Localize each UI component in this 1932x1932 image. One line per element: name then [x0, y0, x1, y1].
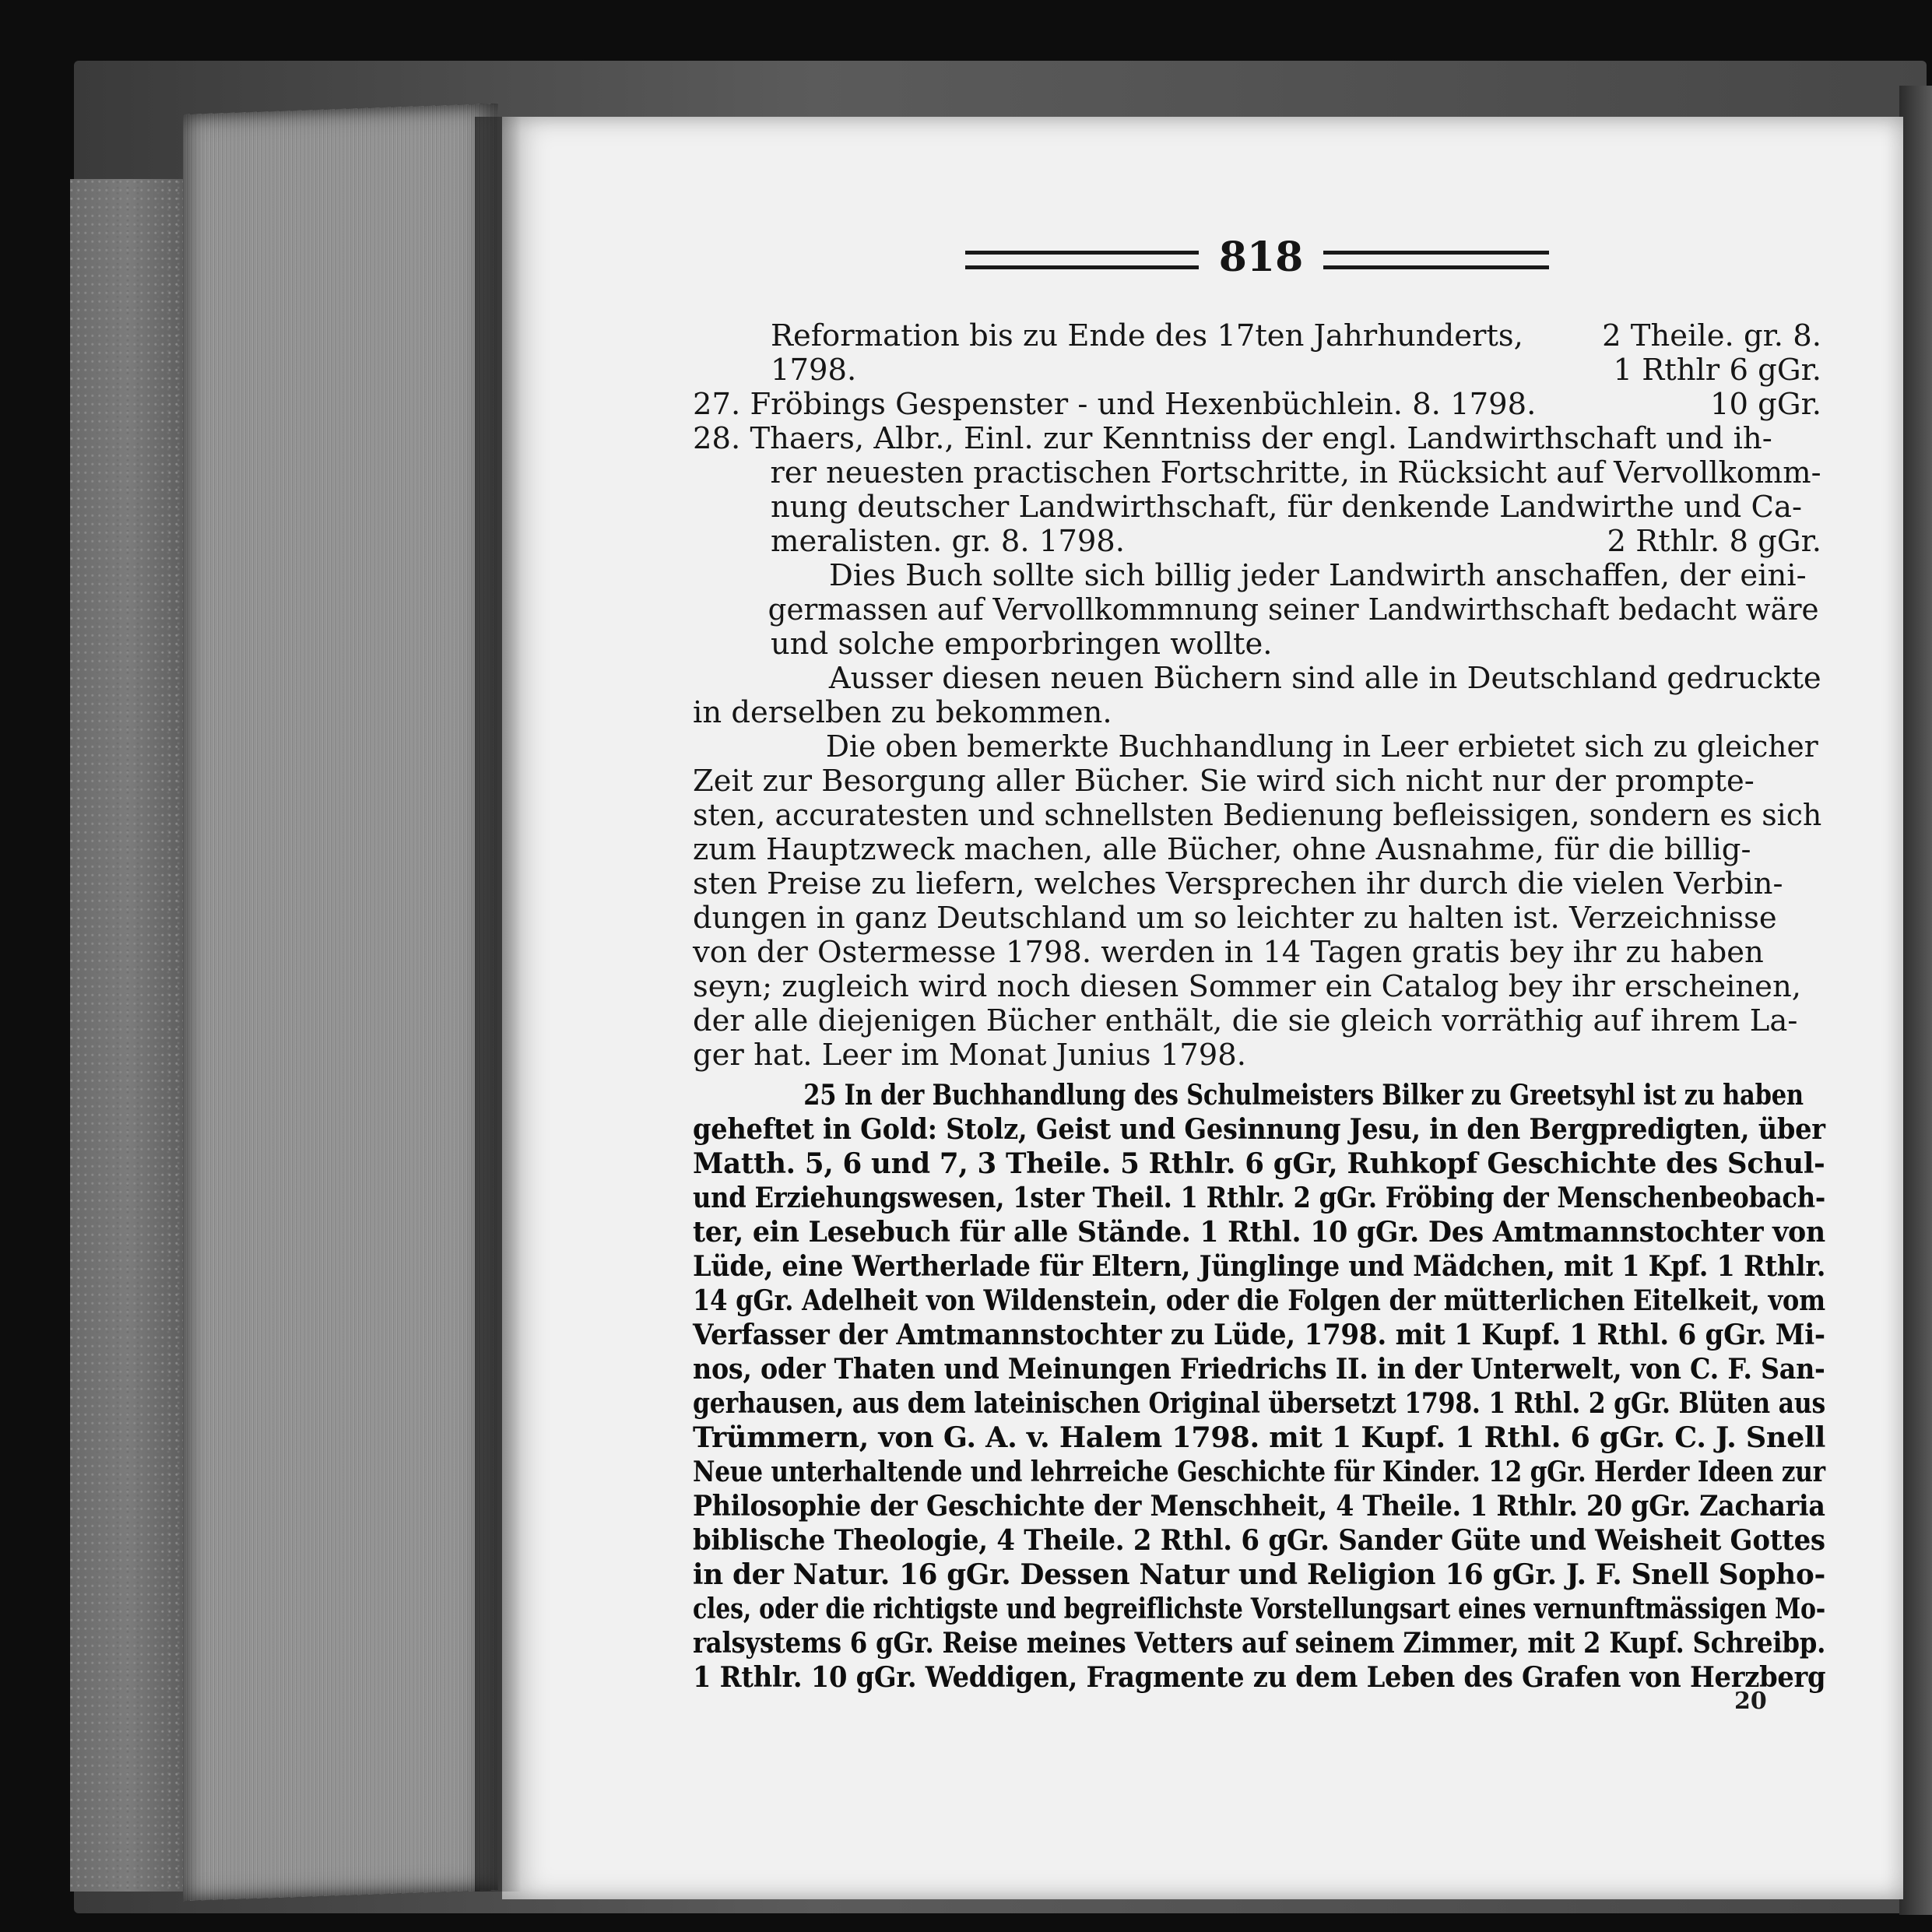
- text-line: [693, 1038, 1821, 1073]
- line-price: 2 Rthlr. 8 gGr.: [1607, 524, 1821, 559]
- page-block-edges: [183, 104, 498, 1901]
- text-line: [693, 1004, 1821, 1038]
- fraktur-line: ter, ein Lesebuch für alle Stände. 1 Rthl. 10 gGr. Des Amtmannstochter von: [693, 1215, 1825, 1249]
- page-number: 818: [1218, 234, 1304, 281]
- fraktur-line: Philosophie der Geschichte der Menschheit, 4 Theile. 1 Rthlr. 20 gGr. Zacharia: [693, 1489, 1825, 1523]
- line-text: von der Ostermesse 1798. werden in 14 Tagen gratis bey ihr zu haben: [693, 935, 1764, 970]
- text-line: [693, 353, 1821, 388]
- line-text: ger hat. Leer im Monat Junius 1798.: [693, 1038, 1247, 1073]
- fraktur-line: Neue unterhaltende und lehrreiche Geschichte für Kinder. 12 gGr. Herder Ideen zur: [693, 1455, 1825, 1488]
- fraktur-line: 14 gGr. Adelheit von Wildenstein, oder die Folgen der mütterlichen Eitelkeit, vom: [693, 1284, 1825, 1317]
- line-text: der alle diejenigen Bücher enthält, die sie gleich vorräthig auf ihrem La-: [693, 1003, 1798, 1038]
- fraktur-line: Matth. 5, 6 und 7, 3 Theile. 5 Rthlr. 6 gGr, Ruhkopf Geschichte des Schul-: [693, 1147, 1825, 1180]
- line-text: 1798.: [771, 353, 857, 388]
- line-text: meralisten. gr. 8. 1798.: [771, 524, 1126, 559]
- line-price: 10 gGr.: [1709, 387, 1821, 422]
- text-line: [693, 729, 1818, 764]
- line-text: Die oben bemerkte Buchhandlung in Leer erbietet sich zu gleicher: [825, 729, 1818, 764]
- fraktur-line: Verfasser der Amtmannstochter zu Lüde, 1798. mit 1 Kupf. 1 Rthl. 6 gGr. Mi-: [693, 1318, 1825, 1351]
- fraktur-line: ralsystems 6 gGr. Reise meines Vetters auf seinem Zimmer, mit 2 Kupf. Schreibp.: [693, 1626, 1826, 1660]
- text-line: [693, 319, 1821, 353]
- line-price: 2 Theile. gr. 8.: [1602, 318, 1821, 353]
- text-line: [693, 901, 1821, 936]
- line-text: rer neuesten practischen Fortschritte, in Rücksicht auf Vervollkomm-: [770, 455, 1821, 490]
- line-text: Dies Buch sollte sich billig jeder Landwirth anschaffen, der eini-: [829, 558, 1807, 593]
- text-line: [693, 490, 1821, 525]
- line-text: 27. Fröbings Gespenster - und Hexenbüchlein. 8. 1798.: [693, 387, 1537, 422]
- line-text: sten, accuratesten und schnellsten Bedienung befleissigen, sondern es sich: [693, 798, 1822, 833]
- fraktur-line: cles, oder die richtigste und begreiflichste Vorstellungsart eines vernunftmässigen Mo-: [693, 1592, 1825, 1625]
- fraktur-line: Trümmern, von G. A. v. Halem 1798. mit 1 Kupf. 1 Rthl. 6 gGr. C. J. Snell: [693, 1421, 1826, 1454]
- text-line: [693, 525, 1821, 559]
- fraktur-advertisement: [693, 1078, 1825, 1695]
- text-line: [693, 764, 1821, 799]
- line-text: Reformation bis zu Ende des 17ten Jahrhunderts,: [771, 318, 1523, 353]
- text-line: [693, 388, 1821, 422]
- fraktur-line: geheftet in Gold: Stolz, Geist und Gesinnung Jesu, in den Bergpredigten, über: [693, 1112, 1825, 1146]
- line-text: Ausser diesen neuen Büchern sind alle in Deutschland gedruckte: [828, 661, 1821, 696]
- header-rule-right: [1323, 251, 1549, 269]
- line-text: seyn; zugleich wird noch diesen Sommer ein Catalog bey ihr erscheinen,: [693, 969, 1801, 1004]
- text-line: [693, 627, 1821, 662]
- text-line: [693, 662, 1821, 696]
- fraktur-line: nos, oder Thaten und Meinungen Friedrichs II. in der Unterwelt, von C. F. San-: [693, 1352, 1825, 1386]
- text-line: [693, 592, 1819, 627]
- text-line: [693, 833, 1821, 867]
- line-text: 28. Thaers, Albr., Einl. zur Kenntniss der engl. Landwirthschaft und ih-: [693, 421, 1772, 456]
- text-line: [693, 936, 1821, 970]
- fraktur-line: gerhausen, aus dem lateinischen Original übersetzt 1798. 1 Rthl. 2 gGr. Blüten aus: [693, 1386, 1825, 1420]
- text-line: [693, 798, 1822, 833]
- line-price: 1 Rthlr 6 gGr.: [1613, 353, 1821, 388]
- spine-shadow: [475, 117, 522, 1892]
- line-text: sten Preise zu liefern, welches Versprechen ihr durch die vielen Verbin-: [693, 866, 1783, 901]
- text-line: [693, 696, 1821, 730]
- text-line: [693, 970, 1821, 1004]
- fraktur-line: 1 Rthlr. 10 gGr. Weddigen, Fragmente zu dem Leben des Grafen von Herzberg: [693, 1660, 1826, 1694]
- header-rule-left: [965, 251, 1199, 269]
- text-line: [693, 559, 1821, 593]
- line-text: dungen in ganz Deutschland um so leichter zu halten ist. Verzeichnisse: [693, 901, 1777, 936]
- roman-text-block: [693, 319, 1821, 1073]
- line-text: nung deutscher Landwirthschaft, für denkende Landwirthe und Ca-: [771, 490, 1802, 525]
- text-line: [693, 867, 1821, 901]
- line-text: und solche emporbringen wollte.: [771, 627, 1273, 662]
- line-text: in derselben zu bekommen.: [693, 695, 1112, 730]
- line-text: Zeit zur Besorgung aller Bücher. Sie wird sich nicht nur der prompte-: [693, 764, 1755, 799]
- line-text: zum Hauptzweck machen, alle Bücher, ohne Ausnahme, für die billig-: [693, 832, 1751, 867]
- cover-board-edge: [70, 179, 187, 1892]
- text-line: [693, 422, 1821, 456]
- fraktur-line: und Erziehungswesen, 1ster Theil. 1 Rthlr. 2 gGr. Fröbing der Menschenbeobach-: [693, 1181, 1826, 1214]
- fraktur-line: biblische Theologie, 4 Theile. 2 Rthl. 6 gGr. Sander Güte und Weisheit Gottes: [693, 1523, 1825, 1557]
- fraktur-line: Lüde, eine Wertherlade für Eltern, Jünglinge und Mädchen, mit 1 Kpf. 1 Rthlr.: [693, 1249, 1826, 1283]
- fraktur-line: in der Natur. 16 gGr. Dessen Natur und Religion 16 gGr. J. F. Snell Sopho-: [693, 1558, 1825, 1591]
- text-line: [693, 455, 1821, 490]
- fraktur-line: 25 In der Buchhandlung des Schulmeisters Bilker zu Greetsyhl ist zu haben: [803, 1078, 1804, 1112]
- cover-right-edge: [1899, 86, 1932, 1915]
- catchword: 20: [1734, 1688, 1767, 1715]
- line-text: germassen auf Vervollkommnung seiner Landwirthschaft bedacht wäre: [768, 592, 1819, 627]
